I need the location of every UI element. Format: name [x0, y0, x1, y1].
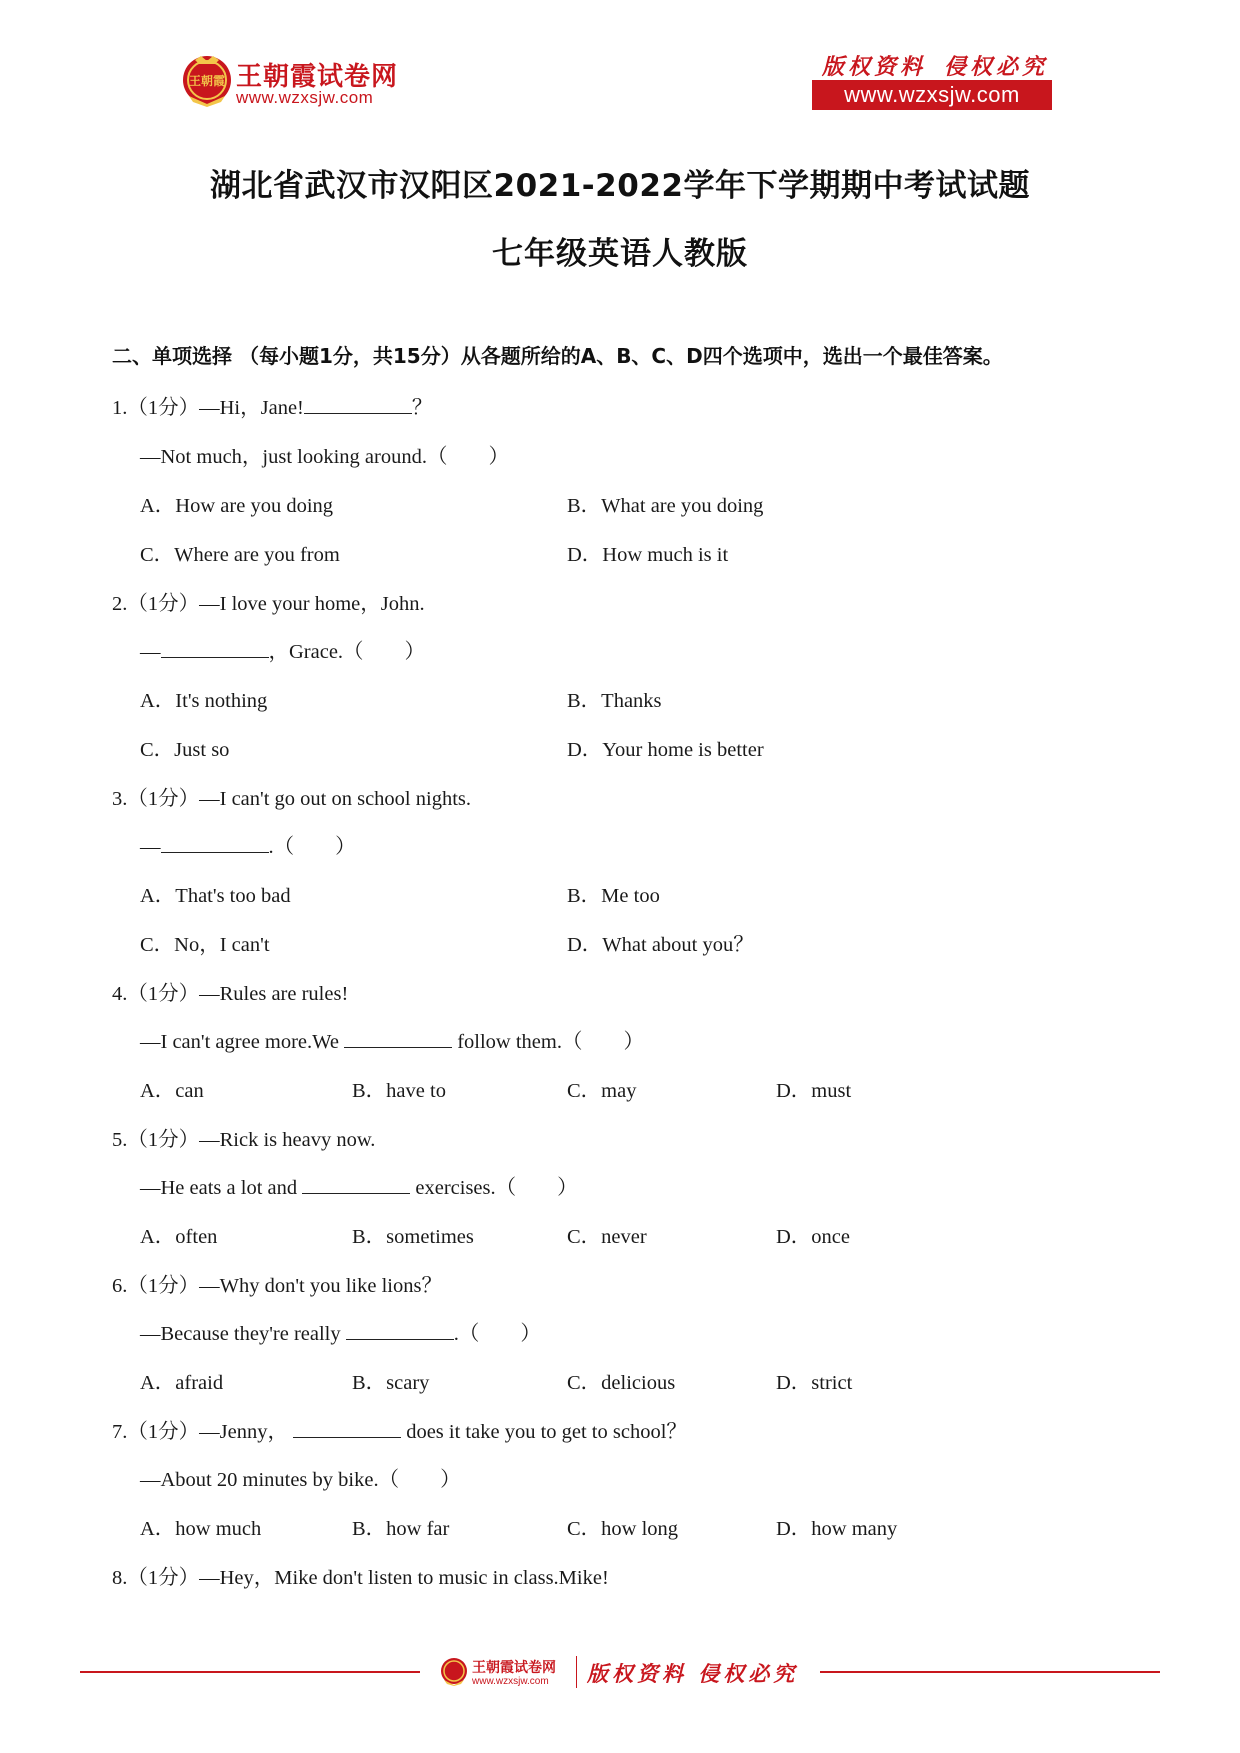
question-1-option-a[interactable]: A．How are you doing	[140, 495, 334, 517]
question-6-option-c[interactable]: C．delicious	[567, 1372, 676, 1394]
question-5-option-d[interactable]: D．once	[776, 1226, 851, 1248]
question-4-reply: —I can't agree more.We follow them.（ ）	[140, 1031, 644, 1053]
copyright-notice	[822, 50, 1052, 81]
question-5-option-a[interactable]: A．often	[140, 1226, 218, 1248]
question-3-option-a[interactable]: A．That's too bad	[140, 885, 291, 907]
question-7-stem: 7.（1分）—Jenny， does it take you to get to school？	[112, 1421, 687, 1443]
answer-blank[interactable]	[346, 1322, 454, 1340]
question-8-stem: 8.（1分）—Hey，Mike don't listen to music in class.Mike!	[112, 1567, 609, 1589]
question-6-option-b[interactable]: B．scary	[352, 1372, 430, 1394]
question-2-reply: — ，Grace.（ ）	[140, 641, 426, 663]
question-7-reply: —About 20 minutes by bike.（ ）	[140, 1469, 461, 1491]
question-6-reply: —Because they're really .（ ）	[140, 1323, 541, 1345]
answer-blank[interactable]	[161, 640, 269, 658]
question-2-option-d[interactable]: D．Your home is better	[567, 739, 764, 761]
section-heading: 二、单项选择 （每小题1分，共15分）从各题所给的A、B、C、D四个选项中，选出一个最佳答案。	[112, 344, 1003, 368]
rights-right: 侵权必究	[944, 54, 1049, 80]
footer-logo-icon	[439, 1655, 469, 1687]
question-7-option-b[interactable]: B．how far	[352, 1518, 450, 1540]
brand-logo-icon	[181, 52, 233, 108]
question-5-option-b[interactable]: B．sometimes	[352, 1226, 474, 1248]
question-4-option-a[interactable]: A．can	[140, 1080, 204, 1102]
rights-left: 版权资料	[822, 54, 927, 80]
answer-blank[interactable]	[293, 1420, 401, 1438]
exam-title: 湖北省武汉市汉阳区2021-2022学年下学期期中考试试题	[210, 168, 1030, 204]
question-3-reply: — .（ ）	[140, 836, 356, 858]
footer-divider-right	[820, 1671, 1160, 1673]
footer-brand: 王朝霞试卷网	[472, 1660, 556, 1676]
question-6-stem: 6.（1分）—Why don't you like lions？	[112, 1275, 442, 1297]
question-2-option-b[interactable]: B．Thanks	[567, 690, 662, 712]
question-4-stem: 4.（1分）—Rules are rules!	[112, 983, 349, 1005]
question-4-option-c[interactable]: C．may	[567, 1080, 637, 1102]
answer-blank[interactable]	[344, 1030, 452, 1048]
question-3-option-c[interactable]: C．No，I can't	[140, 934, 270, 956]
question-7-option-c[interactable]: C．how long	[567, 1518, 679, 1540]
exam-subtitle: 七年级英语人教版	[492, 236, 748, 272]
question-1-option-c[interactable]: C．Where are you from	[140, 544, 340, 566]
question-1-option-b[interactable]: B．What are you doing	[567, 495, 764, 517]
brand-url[interactable]: www.wzxsjw.com	[236, 88, 374, 107]
url-banner[interactable]: www.wzxsjw.com	[812, 80, 1052, 110]
question-3-option-b[interactable]: B．Me too	[567, 885, 660, 907]
brand-name: 王朝霞试卷网	[236, 62, 399, 92]
logo-text: 王朝霞	[188, 74, 226, 88]
footer-rights: 版权资料 侵权必究	[587, 1661, 799, 1686]
question-5-stem: 5.（1分）—Rick is heavy now.	[112, 1129, 376, 1151]
question-5-option-c[interactable]: C．never	[567, 1226, 647, 1248]
question-6-option-d[interactable]: D．strict	[776, 1372, 853, 1394]
answer-blank[interactable]	[302, 1176, 410, 1194]
question-2-stem: 2.（1分）—I love your home，John.	[112, 593, 425, 615]
question-3-option-d[interactable]: D．What about you？	[567, 934, 754, 956]
answer-blank[interactable]	[304, 396, 412, 414]
question-2-option-a[interactable]: A．It's nothing	[140, 690, 268, 712]
question-1-reply: —Not much，just looking around.（ ）	[140, 446, 509, 468]
question-1-option-d[interactable]: D．How much is it	[567, 544, 729, 566]
question-6-option-a[interactable]: A．afraid	[140, 1372, 224, 1394]
answer-blank[interactable]	[161, 835, 269, 853]
question-7-option-d[interactable]: D．how many	[776, 1518, 898, 1540]
footer-separator	[576, 1656, 577, 1688]
question-4-option-d[interactable]: D．must	[776, 1080, 852, 1102]
question-3-stem: 3.（1分）—I can't go out on school nights.	[112, 788, 472, 810]
question-4-option-b[interactable]: B．have to	[352, 1080, 446, 1102]
question-1-stem: 1.（1分）—Hi，Jane! ？	[112, 397, 433, 419]
footer-divider-left	[80, 1671, 420, 1673]
question-2-option-c[interactable]: C．Just so	[140, 739, 230, 761]
question-5-reply: —He eats a lot and exercises.（ ）	[140, 1177, 578, 1199]
footer-url[interactable]: www.wzxsjw.com	[472, 1676, 549, 1687]
question-7-option-a[interactable]: A．how much	[140, 1518, 262, 1540]
